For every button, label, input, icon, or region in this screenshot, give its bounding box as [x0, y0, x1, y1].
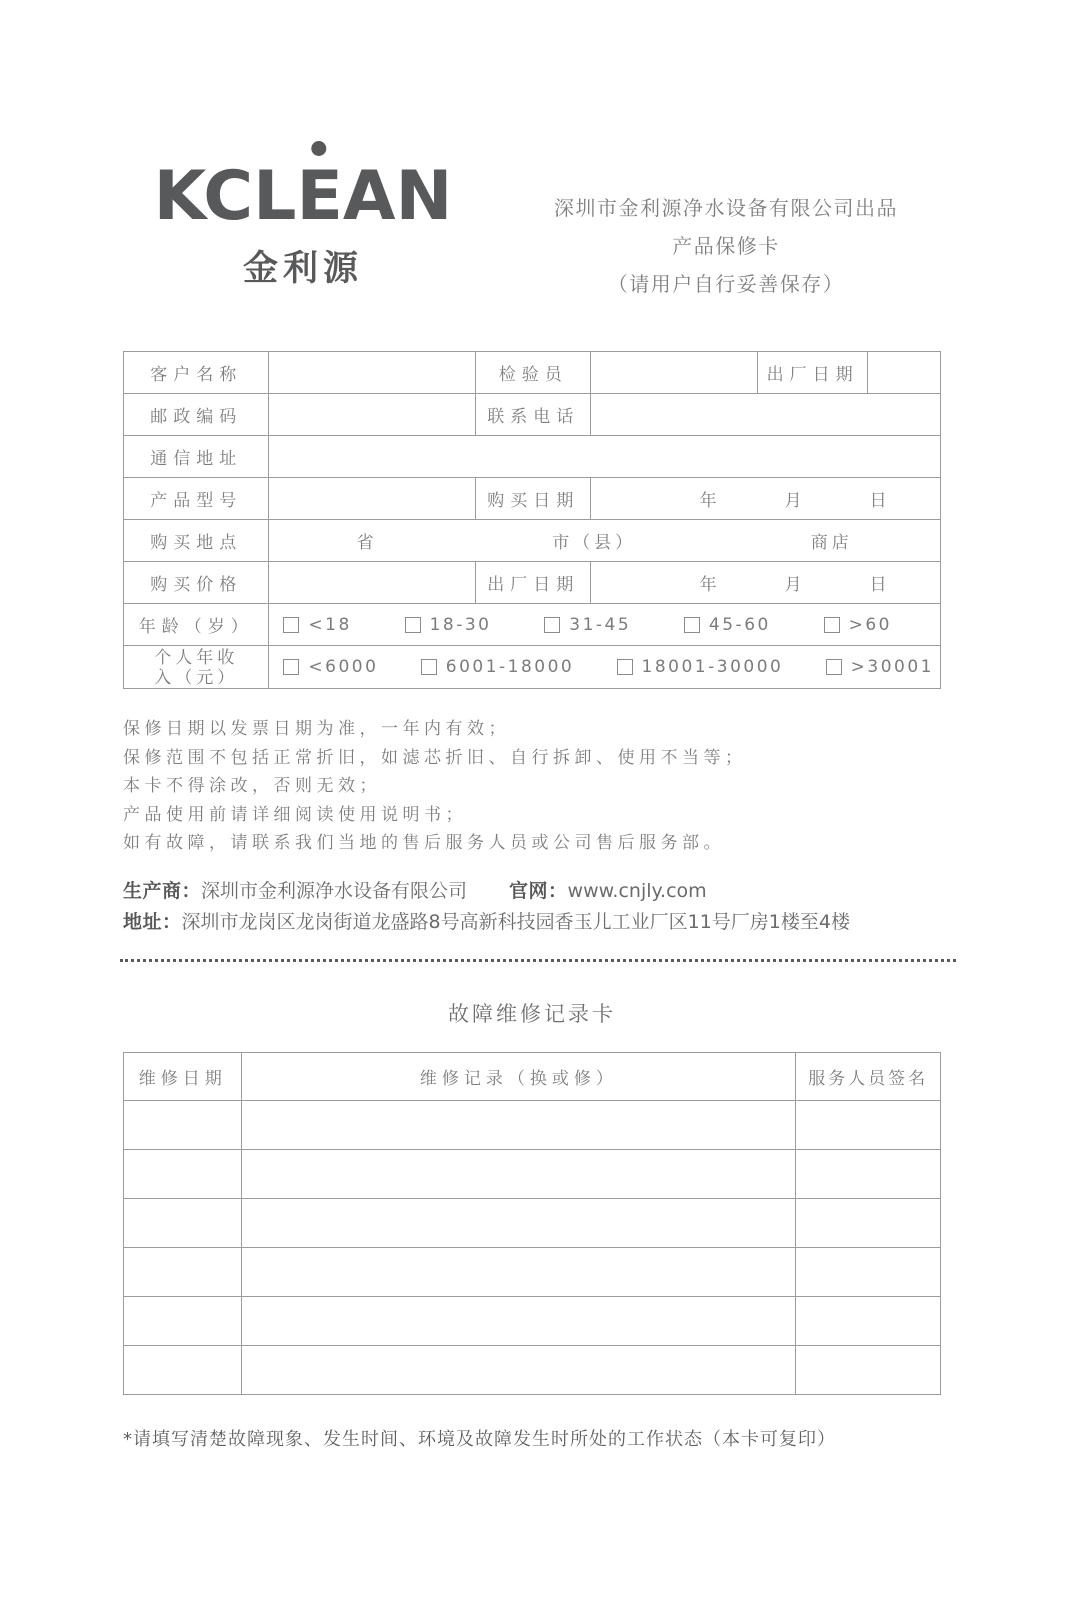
customer-name-label: 客户名称 — [124, 352, 269, 394]
company-produced-line: 深圳市金利源净水设备有限公司出品 — [554, 196, 898, 220]
table-row — [124, 604, 941, 646]
repair-record-cell[interactable] — [242, 1247, 796, 1296]
repair-empty-row — [124, 1198, 941, 1247]
website-value: www.cnjly.com — [567, 879, 707, 902]
repair-record-cell[interactable] — [242, 1100, 796, 1149]
product-model-label: 产品型号 — [124, 478, 269, 520]
maker-value: 深圳市金利源净水设备有限公司 — [201, 879, 468, 902]
table-row — [124, 646, 941, 689]
checkbox-icon[interactable] — [824, 617, 840, 633]
signature-cell[interactable] — [796, 1100, 941, 1149]
repair-date-cell[interactable] — [124, 1247, 242, 1296]
repair-record-cell[interactable] — [242, 1149, 796, 1198]
age-option: <18 — [283, 615, 351, 635]
header-text-block — [511, 189, 941, 303]
address-line — [123, 907, 941, 938]
purchase-place-input-cell[interactable] — [269, 520, 941, 562]
website-label: 官网： — [509, 879, 568, 902]
term-line: 保修日期以发票日期为准，一年内有效； — [123, 719, 510, 739]
income-label: 个人年收 入（元） — [124, 646, 269, 689]
purchase-place-label: 购买地点 — [124, 520, 269, 562]
inspector-input-cell[interactable] — [591, 352, 758, 394]
repair-empty-row — [124, 1345, 941, 1394]
keep-safe-note: （请用户自行妥善保存） — [607, 272, 845, 296]
logo-wordmark — [153, 157, 453, 236]
checkbox-icon[interactable] — [421, 659, 437, 675]
signature-cell[interactable] — [796, 1198, 941, 1247]
income-option: 6001-18000 — [421, 657, 574, 677]
logo-text-post: AN — [342, 157, 453, 236]
year-label: 年 — [699, 491, 717, 511]
repair-date-cell[interactable] — [124, 1296, 242, 1345]
product-model-input-cell[interactable] — [269, 478, 476, 520]
age-option: >60 — [824, 615, 892, 635]
signature-cell[interactable] — [796, 1149, 941, 1198]
card-content — [123, 0, 941, 1451]
repair-empty-row — [124, 1296, 941, 1345]
signature-cell[interactable] — [796, 1296, 941, 1345]
age-label: 年龄（岁） — [124, 604, 269, 646]
manufacturer-info — [123, 876, 941, 938]
repair-record-table — [123, 1052, 941, 1395]
customer-name-input-cell[interactable] — [269, 352, 476, 394]
phone-input-cell[interactable] — [591, 394, 941, 436]
month-label: 月 — [784, 491, 802, 511]
age-option: 31-45 — [544, 615, 631, 635]
day-label: 日 — [869, 491, 887, 511]
address-label: 地址： — [123, 910, 182, 933]
mailing-address-input-cell[interactable] — [269, 436, 941, 478]
term-line: 保修范围不包括正常折旧，如滤芯折旧、自行拆卸、使用不当等； — [123, 747, 747, 768]
purchase-price-label: 购买价格 — [124, 562, 269, 604]
factory-date2-label: 出厂日期 — [476, 562, 591, 604]
repair-date-cell[interactable] — [124, 1149, 242, 1198]
table-row — [124, 394, 941, 436]
repair-date-cell[interactable] — [124, 1345, 242, 1394]
purchase-date-label: 购买日期 — [476, 478, 591, 520]
purchase-price-input-cell[interactable] — [269, 562, 476, 604]
store-label: 商店 — [810, 533, 853, 553]
repair-record-cell[interactable] — [242, 1296, 796, 1345]
repair-empty-row — [124, 1247, 941, 1296]
table-row — [124, 562, 941, 604]
postal-code-input-cell[interactable] — [269, 394, 476, 436]
kclean-logo — [153, 157, 453, 303]
mailing-address-label: 通信地址 — [124, 436, 269, 478]
maker-line — [123, 876, 941, 907]
repair-date-header: 维修日期 — [124, 1052, 242, 1100]
signature-cell[interactable] — [796, 1345, 941, 1394]
warranty-terms — [123, 715, 941, 858]
age-options-cell — [269, 604, 941, 646]
table-row — [124, 520, 941, 562]
month-label: 月 — [784, 575, 802, 595]
factory-date-input-cell[interactable] — [868, 352, 941, 394]
info-table — [123, 351, 941, 689]
logo-text-pre: KCL — [153, 157, 297, 236]
footnote: *请填写清楚故障现象、发生时间、环境及故障发生时所处的工作状态（本卡可复印） — [123, 1428, 836, 1450]
repair-record-cell[interactable] — [242, 1198, 796, 1247]
table-row — [124, 436, 941, 478]
province-label: 省 — [356, 533, 378, 553]
checkbox-icon[interactable] — [826, 659, 842, 675]
checkbox-icon[interactable] — [617, 659, 633, 675]
service-signature-header: 服务人员签名 — [796, 1052, 941, 1100]
postal-code-label: 邮政编码 — [124, 394, 269, 436]
logo-letter-e: E — [296, 163, 342, 231]
repair-date-cell[interactable] — [124, 1198, 242, 1247]
purchase-date-ymd-cell[interactable] — [591, 478, 941, 520]
income-option: <6000 — [283, 657, 378, 677]
maker-label: 生产商： — [123, 879, 202, 902]
city-county-label: 市（县） — [552, 533, 637, 553]
term-line: 本卡不得涂改，否则无效； — [123, 776, 381, 796]
factory-date-label: 出厂日期 — [757, 352, 867, 394]
income-options-cell — [269, 646, 941, 689]
repair-date-cell[interactable] — [124, 1100, 242, 1149]
table-row — [124, 352, 941, 394]
term-line: 如有故障，请联系我们当地的售后服务人员或公司售后服务部。 — [123, 833, 725, 853]
factory-date-ymd-cell[interactable] — [591, 562, 941, 604]
age-option: 18-30 — [405, 615, 492, 635]
inspector-label: 检验员 — [476, 352, 591, 394]
card-title: 产品保修卡 — [672, 234, 780, 258]
repair-record-header: 维修记录（换或修） — [242, 1052, 796, 1100]
age-option: 45-60 — [684, 615, 771, 635]
checkbox-icon[interactable] — [544, 617, 560, 633]
checkbox-icon[interactable] — [283, 659, 299, 675]
phone-label: 联系电话 — [476, 394, 591, 436]
signature-cell[interactable] — [796, 1247, 941, 1296]
year-label: 年 — [699, 575, 717, 595]
checkbox-icon[interactable] — [405, 617, 421, 633]
checkbox-icon[interactable] — [283, 617, 299, 633]
logo-chinese-name: 金利源 — [242, 249, 363, 289]
table-row — [124, 478, 941, 520]
income-option: 18001-30000 — [617, 657, 784, 677]
brand-header — [123, 0, 941, 303]
term-line: 产品使用前请详细阅读使用说明书； — [123, 804, 467, 825]
income-option: >30001 — [826, 657, 934, 677]
repair-empty-row — [124, 1149, 941, 1198]
dotted-cut-line — [120, 959, 956, 962]
address-value: 深圳市龙岗区龙岗街道龙盛路8号高新科技园香玉儿工业厂区11号厂房1楼至4楼 — [181, 910, 850, 933]
checkbox-icon[interactable] — [684, 617, 700, 633]
repair-header-row — [124, 1052, 941, 1100]
logo-dot-icon — [311, 141, 326, 156]
day-label: 日 — [869, 575, 887, 595]
repair-record-cell[interactable] — [242, 1345, 796, 1394]
repair-empty-row — [124, 1100, 941, 1149]
repair-section-title: 故障维修记录卡 — [448, 1001, 616, 1026]
